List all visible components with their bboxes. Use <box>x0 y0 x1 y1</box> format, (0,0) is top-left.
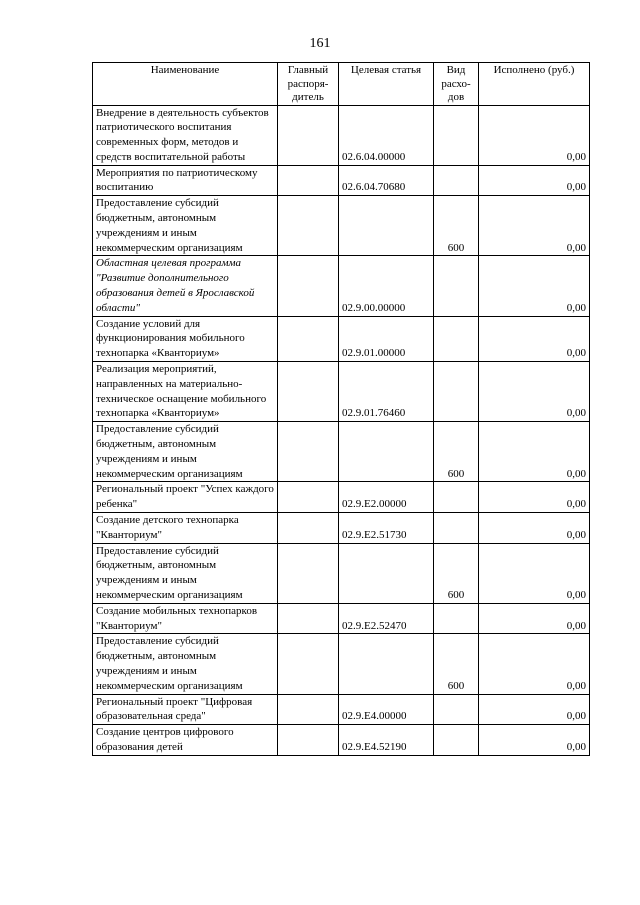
row-name: Предоставление субсидий бюджетным, автономным учреждениям и иным некоммерческим организациям <box>93 422 278 482</box>
row-manager <box>278 422 339 482</box>
row-article: 02.6.04.00000 <box>339 105 434 165</box>
table-row <box>93 482 590 513</box>
row-name: Создание мобильных технопарков "Кванториум" <box>93 603 278 634</box>
header-executed: Исполнено (руб.) <box>479 63 590 106</box>
row-name: Региональный проект "Цифровая образовательная среда" <box>93 694 278 725</box>
table-body <box>93 105 590 755</box>
row-article <box>339 196 434 256</box>
row-executed: 0,00 <box>479 362 590 422</box>
row-article <box>339 543 434 603</box>
page-number: 161 <box>309 36 331 51</box>
row-manager <box>278 196 339 256</box>
table-row <box>93 422 590 482</box>
row-manager <box>278 543 339 603</box>
row-name: Создание детского технопарка "Кванториум" <box>93 513 278 544</box>
table-row <box>93 196 590 256</box>
row-name: Предоставление субсидий бюджетным, автономным учреждениям и иным некоммерческим организациям <box>93 634 278 694</box>
row-article: 02.9.E2.52470 <box>339 603 434 634</box>
row-expense-type <box>434 165 479 196</box>
header-manager: Главный распоря-дитель <box>278 63 339 106</box>
row-article: 02.9.E2.00000 <box>339 482 434 513</box>
header-expense-type: Вид расхо-дов <box>434 63 479 106</box>
row-manager <box>278 362 339 422</box>
row-expense-type <box>434 482 479 513</box>
table-row <box>93 513 590 544</box>
row-name: Региональный проект "Успех каждого ребенка" <box>93 482 278 513</box>
row-article <box>339 422 434 482</box>
header-article: Целевая статья <box>339 63 434 106</box>
table-row <box>93 362 590 422</box>
row-executed: 0,00 <box>479 256 590 316</box>
row-expense-type: 600 <box>434 543 479 603</box>
table-header-row <box>93 63 590 106</box>
row-article: 02.9.00.00000 <box>339 256 434 316</box>
row-executed: 0,00 <box>479 543 590 603</box>
table-row <box>93 165 590 196</box>
row-executed: 0,00 <box>479 694 590 725</box>
row-expense-type <box>434 694 479 725</box>
row-executed: 0,00 <box>479 603 590 634</box>
row-article: 02.9.E4.52190 <box>339 725 434 756</box>
row-article: 02.9.E2.51730 <box>339 513 434 544</box>
row-manager <box>278 482 339 513</box>
row-manager <box>278 603 339 634</box>
row-expense-type: 600 <box>434 634 479 694</box>
row-expense-type <box>434 256 479 316</box>
row-executed: 0,00 <box>479 422 590 482</box>
table-row <box>93 694 590 725</box>
table-row <box>93 105 590 165</box>
table-row <box>93 603 590 634</box>
row-expense-type: 600 <box>434 422 479 482</box>
row-executed: 0,00 <box>479 482 590 513</box>
budget-table <box>92 62 590 756</box>
table-row <box>93 256 590 316</box>
row-manager <box>278 256 339 316</box>
row-executed: 0,00 <box>479 165 590 196</box>
row-expense-type <box>434 316 479 361</box>
row-article: 02.9.01.76460 <box>339 362 434 422</box>
row-executed: 0,00 <box>479 196 590 256</box>
row-name: Создание условий для функционирования мобильного технопарка «Кванториум» <box>93 316 278 361</box>
row-name: Реализация мероприятий, направленных на материально-техническое оснащение мобильного технопарка «Кванториум» <box>93 362 278 422</box>
row-article: 02.9.01.00000 <box>339 316 434 361</box>
row-executed: 0,00 <box>479 634 590 694</box>
table-row <box>93 316 590 361</box>
row-manager <box>278 513 339 544</box>
row-manager <box>278 694 339 725</box>
row-name: Внедрение в деятельность субъектов патриотического воспитания современных форм, методов и средств воспитательной работы <box>93 105 278 165</box>
row-manager <box>278 316 339 361</box>
row-article: 02.6.04.70680 <box>339 165 434 196</box>
row-manager <box>278 634 339 694</box>
row-expense-type <box>434 603 479 634</box>
row-name: Областная целевая программа "Развитие дополнительного образования детей в Ярославской области" <box>93 256 278 316</box>
row-name: Создание центров цифрового образования детей <box>93 725 278 756</box>
row-expense-type <box>434 513 479 544</box>
row-expense-type: 600 <box>434 196 479 256</box>
row-expense-type <box>434 362 479 422</box>
row-executed: 0,00 <box>479 513 590 544</box>
table-row <box>93 634 590 694</box>
row-executed: 0,00 <box>479 105 590 165</box>
row-executed: 0,00 <box>479 725 590 756</box>
table-row <box>93 543 590 603</box>
row-manager <box>278 105 339 165</box>
header-name: Наименование <box>93 63 278 106</box>
row-manager <box>278 725 339 756</box>
row-expense-type <box>434 105 479 165</box>
row-name: Предоставление субсидий бюджетным, автономным учреждениям и иным некоммерческим организациям <box>93 196 278 256</box>
row-executed: 0,00 <box>479 316 590 361</box>
table-row <box>93 725 590 756</box>
row-article <box>339 634 434 694</box>
row-article: 02.9.E4.00000 <box>339 694 434 725</box>
row-name: Предоставление субсидий бюджетным, автономным учреждениям и иным некоммерческим организациям <box>93 543 278 603</box>
row-name: Мероприятия по патриотическому воспитанию <box>93 165 278 196</box>
row-expense-type <box>434 725 479 756</box>
row-manager <box>278 165 339 196</box>
